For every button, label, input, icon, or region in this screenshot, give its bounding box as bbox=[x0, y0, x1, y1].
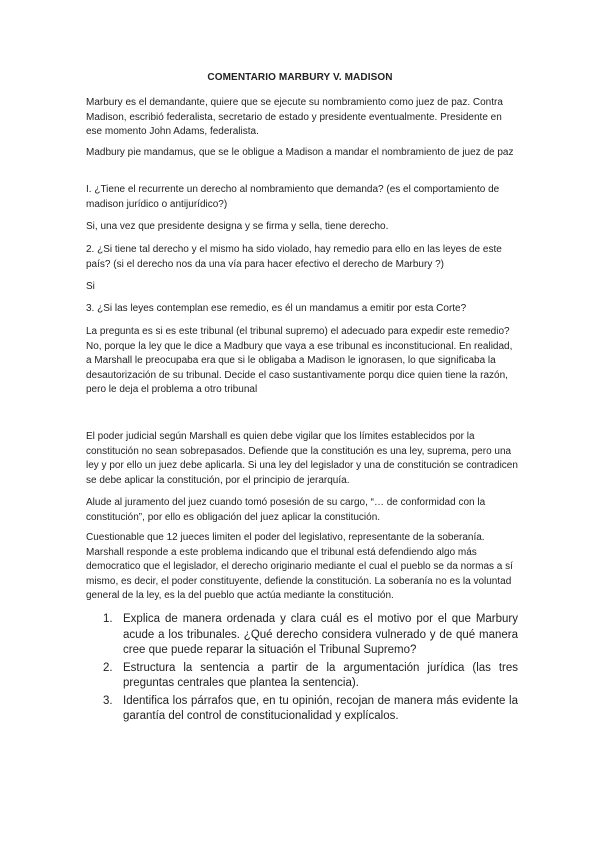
question-one: I. ¿Tiene el recurrente un derecho al nombramiento que demanda? (es el comportamiento de madison jurídico o antijurídico?) bbox=[86, 184, 500, 210]
questions-list bbox=[86, 612, 518, 727]
document-title: COMENTARIO MARBURY V. MADISON bbox=[207, 72, 393, 83]
paragraph-intro: Marbury es el demandante, quiere que se ejecute su nombramiento como juez de paz. Contra Madison, escribió federalista, secretario de estado y presidente eventualmente. Presidente en ese momento John Adams, federalista. bbox=[86, 97, 503, 137]
paragraph-mandamus: Madbury pie mandamus, que se le obligue a Madison a mandar el nombramiento de juez de paz bbox=[86, 147, 514, 158]
list-item bbox=[86, 612, 518, 659]
list-item bbox=[86, 694, 518, 725]
list-number: 2. bbox=[103, 661, 113, 674]
list-text: Estructura la sentencia a partir de la argumentación jurídica (las tres preguntas centrales que plantea la sentencia). bbox=[123, 661, 518, 689]
question-two: 2. ¿Si tiene tal derecho y el mismo ha sido violado, hay remedio para ello en las leyes de este país? (si el derecho nos da una vía para hacer efectivo el derecho de Marbury ?) bbox=[86, 244, 502, 270]
paragraph-sovereignty: Cuestionable que 12 jueces limiten el poder del legislativo, representante de la soberanía. Marshall responde a este problema indicando que el tribunal está defendiendo algo más democratico que el legislador, el derecho originario mediante el cual el pueblo se da normas a sí mismo, es decir, el poder constituyente, defiende la constitución. La soberanía no es la voluntad general de la ley, es la del pueblo que actúa mediante la constitución. bbox=[86, 532, 513, 601]
list-number: 3. bbox=[103, 694, 113, 707]
paragraph-oath: Alude al juramento del juez cuando tomó posesión de su cargo, “… de conformidad con la constitución”, por ello es obligación del juez aplicar la constitución. bbox=[86, 497, 486, 523]
question-three: 3. ¿Si las leyes contemplan ese remedio, es él un mandamus a emitir por esta Corte? bbox=[86, 303, 467, 314]
answer-one: Si, una vez que presidente designa y se firma y sella, tiene derecho. bbox=[86, 221, 389, 232]
list-text: Explica de manera ordenada y clara cuál es el motivo por el que Marbury acude a los tribunales. ¿Qué derecho considera vulnerado y de qué manera cree que puede reparar la situación el Tribunal Supremo? bbox=[123, 613, 518, 656]
paragraph-judicial-power: El poder judicial según Marshall es quien debe vigilar que los límites establecidos por la constitución no sean sobrepasados. Defiende que la constitución es una ley, suprema, pero una ley y por ello un juez debe aplicarla. Si una ley del legislador y una de constitución se contradicen se debe aplicar la constitución, por el principio de jerarquía. bbox=[86, 431, 518, 486]
list-text: Identifica los párrafos que, en tu opinión, recojan de manera más evidente la garantía del control de constitucionalidad y explícalos. bbox=[123, 694, 518, 722]
list-number: 1. bbox=[103, 613, 113, 625]
answer-two: Si bbox=[86, 281, 95, 292]
list-item bbox=[86, 661, 518, 692]
answer-three: La pregunta es si es este tribunal (el tribunal supremo) el adecuado para expedir este remedio? No, porque la ley que le dice a Madbury que vaya a ese tribunal es inconstitucional. En realidad, a Marshall le preocupaba era que si le obligaba a Madison le ignorasen, lo que significaba la desautorización de su tribunal. Decide el caso sustantivamente porqu dice quien tiene la razón, pero le deja el problema a otro tribunal bbox=[86, 326, 513, 395]
